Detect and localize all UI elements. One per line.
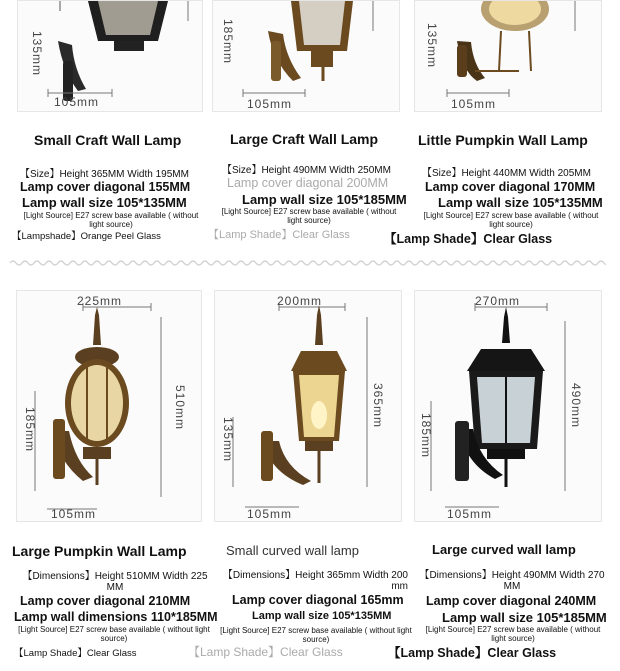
lamp-cover-diagonal: Lamp cover diagonal 200MM [227,176,389,190]
height-dimension: 135mm [221,417,235,463]
dimension-lines [213,1,400,112]
lamp-cover-diagonal: Lamp cover diagonal 155MM [20,180,191,194]
width-dimension: 105mm [247,97,293,111]
width-dimension: 105mm [247,507,293,521]
lamp-cover-diagonal: Lamp cover diagonal 170MM [425,180,596,194]
lamp-wall-size: Lamp wall dimensions 110*185MM [14,610,218,624]
light-source: [Light Source] E27 screw base available ( without light source) [423,211,599,229]
product-name: Large Craft Wall Lamp [230,131,379,147]
product-photo-large-pumpkin [16,290,202,522]
height-dimension: 185mm [23,407,37,453]
light-source: [Light Source] E27 screw base available ( without light source) [23,211,199,229]
lampshade: 【Lamp Shade】Clear Glass [208,229,350,241]
product-size: 【Dimensions】Height 510MM Width 225 MM [22,571,208,593]
product-photo-small-craft [17,0,203,112]
width-dimension: 105mm [54,95,100,109]
light-source: [Light Source] E27 screw base available ( without light source) [221,207,397,225]
product-photo-large-craft [212,0,400,112]
lampshade: 【Lamp Shade】Clear Glass [188,645,343,659]
lamp-wall-size: Lamp wall size 105*135MM [252,610,392,622]
light-source: [Light Source] E27 screw base available ( without light source) [220,626,412,644]
lamp-wall-size: Lamp wall size 105*185MM [242,192,407,207]
width-dimension: 105mm [51,507,97,521]
product-photo-large-curved [414,290,602,522]
height-dimension: 135mm [30,31,44,77]
light-source: [Light Source] E27 screw base available ( without light source) [18,625,210,643]
product-name: Large Pumpkin Wall Lamp [12,543,187,559]
product-photo-little-pumpkin [414,0,602,112]
width-dimension: 105mm [447,507,493,521]
lamp-wall-size: Lamp wall size 105*135MM [22,195,187,210]
product-size: 【Dimensions】Height 490MM Width 270 MM [419,570,605,592]
product-name: Small Craft Wall Lamp [34,132,182,148]
lampshade: 【Lampshade】Orange Peel Glass [12,231,161,242]
height-dimension: 185mm [221,19,235,65]
product-size: 【Dimensions】Height 365mm Width 200 mm [222,570,408,592]
total-height-dimension: 510mm [173,385,187,431]
dimension-lines [18,1,203,112]
lamp-cover-diagonal: Lamp cover diagonal 210MM [20,594,191,608]
top-width-dimension: 225mm [77,294,123,308]
top-width-dimension: 270mm [475,294,521,308]
lampshade: 【Lamp Shade】Clear Glass [14,648,137,659]
product-name: Little Pumpkin Wall Lamp [418,132,588,148]
lamp-cover-diagonal: Lamp cover diagonal 240MM [426,594,597,608]
total-height-dimension: 365mm [371,383,385,429]
lamp-cover-diagonal: Lamp cover diagonal 165mm [232,593,404,607]
dimension-lines [415,1,602,112]
lampshade: 【Lamp Shade】Clear Glass [384,232,553,246]
product-size: 【Size】Height 490MM Width 250MM [222,165,391,176]
total-height-dimension: 490mm [569,383,583,429]
height-dimension: 135mm [425,23,439,69]
product-photo-small-curved [214,290,402,522]
light-source: [Light Source] E27 screw base available ( without light source) [425,625,601,643]
height-dimension: 185mm [419,413,433,459]
wavy-divider [10,258,606,268]
lampshade: 【Lamp Shade】Clear Glass [388,646,557,660]
top-width-dimension: 200mm [277,294,323,308]
product-name: Small curved wall lamp [226,543,359,558]
product-size: 【Size】Height 365MM Width 195MM [20,169,189,180]
lamp-wall-size: Lamp wall size 105*135MM [438,195,603,210]
width-dimension: 105mm [451,97,497,111]
lamp-wall-size: Lamp wall size 105*185MM [442,610,607,625]
product-name: Large curved wall lamp [432,542,576,557]
product-size: 【Size】Height 440MM Width 205MM [422,168,591,179]
